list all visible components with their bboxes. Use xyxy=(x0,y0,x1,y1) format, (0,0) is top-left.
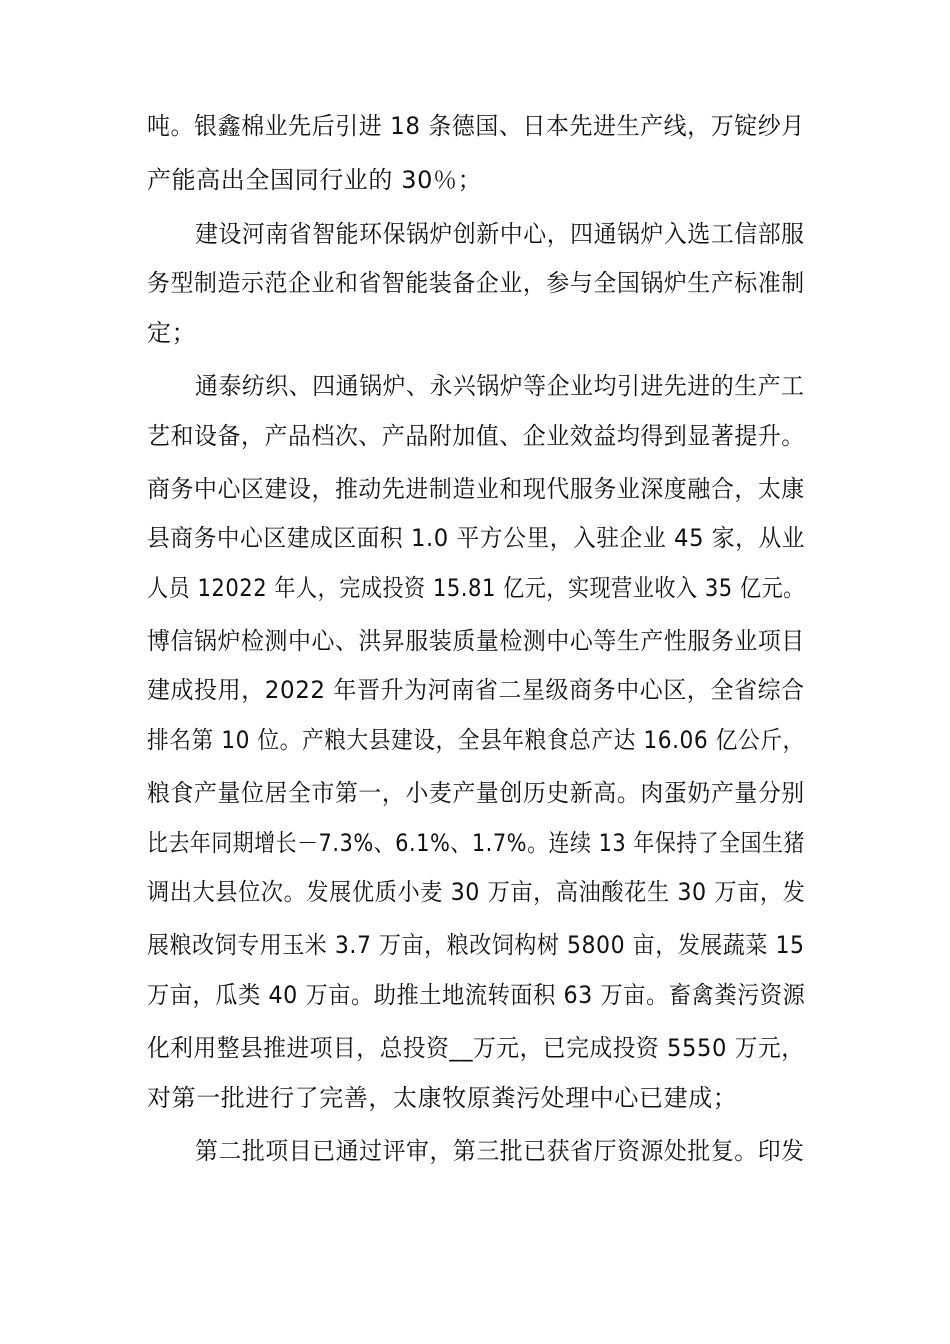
text-line: 第二批项目已通过评审，第三批已获省厅资源处批复。印发 xyxy=(195,1137,805,1165)
text-line: 粮食产量位居全市第一，小麦产量创历史新高。肉蛋奶产量分别 xyxy=(147,779,805,807)
text-line: 务型制造示范企业和省智能装备企业，参与全国锅炉生产标准制 xyxy=(147,269,805,297)
text-line: 定； xyxy=(147,319,197,347)
text-line: 调出大县位次。发展优质小麦 30 万亩，高油酸花生 30 万亩，发 xyxy=(147,878,806,906)
text-line: 吨。银鑫棉业先后引进 18 条德国、日本先进生产线，万锭纱月 xyxy=(147,112,805,140)
text-line: 展粮改饲专用玉米 3.7 万亩，粮改饲构树 5800 亩，发展蔬菜 15 xyxy=(147,931,805,959)
text-line: 商务中心区建设，推动先进制造业和现代服务业深度融合，太康 xyxy=(147,475,805,503)
text-line: 产能高出全国同行业的 30％； xyxy=(147,166,483,194)
text-line: 万亩，瓜类 40 万亩。助推土地流转面积 63 万亩。畜禽粪污资源 xyxy=(147,981,806,1009)
text-line: 县商务中心区建成区面积 1.0 平方公里，入驻企业 45 家，从业 xyxy=(147,524,806,552)
text-line: 建设河南省智能环保锅炉创新中心，四通锅炉入选工信部服 xyxy=(195,220,805,248)
text-line: 通泰纺织、四通锅炉、永兴锅炉等企业均引进先进的生产工 xyxy=(195,372,805,400)
text-line: 排名第 10 位。产粮大县建设，全县年粮食总产达 16.06 亿公斤， xyxy=(147,726,805,754)
text-line: 建成投用，2022 年晋升为河南省二星级商务中心区，全省综合 xyxy=(147,676,805,704)
text-line: 对第一批进行了完善，太康牧原粪污处理中心已建成； xyxy=(147,1084,738,1112)
text-line: 人员 12022 年人，完成投资 15.81 亿元，实现营业收入 35 亿元。 xyxy=(147,574,805,602)
text-line: 博信锅炉检测中心、洪昇服装质量检测中心等生产性服务业项目 xyxy=(147,627,805,655)
text-line: 比去年同期增长－7.3%、6.1%、1.7%。连续 13 年保持了全国生猪 xyxy=(147,829,805,857)
text-line: 化利用整县推进项目，总投资__万元，已完成投资 5550 万元， xyxy=(147,1034,805,1062)
text-line: 艺和设备，产品档次、产品附加值、企业效益均得到显著提升。 xyxy=(147,422,805,450)
